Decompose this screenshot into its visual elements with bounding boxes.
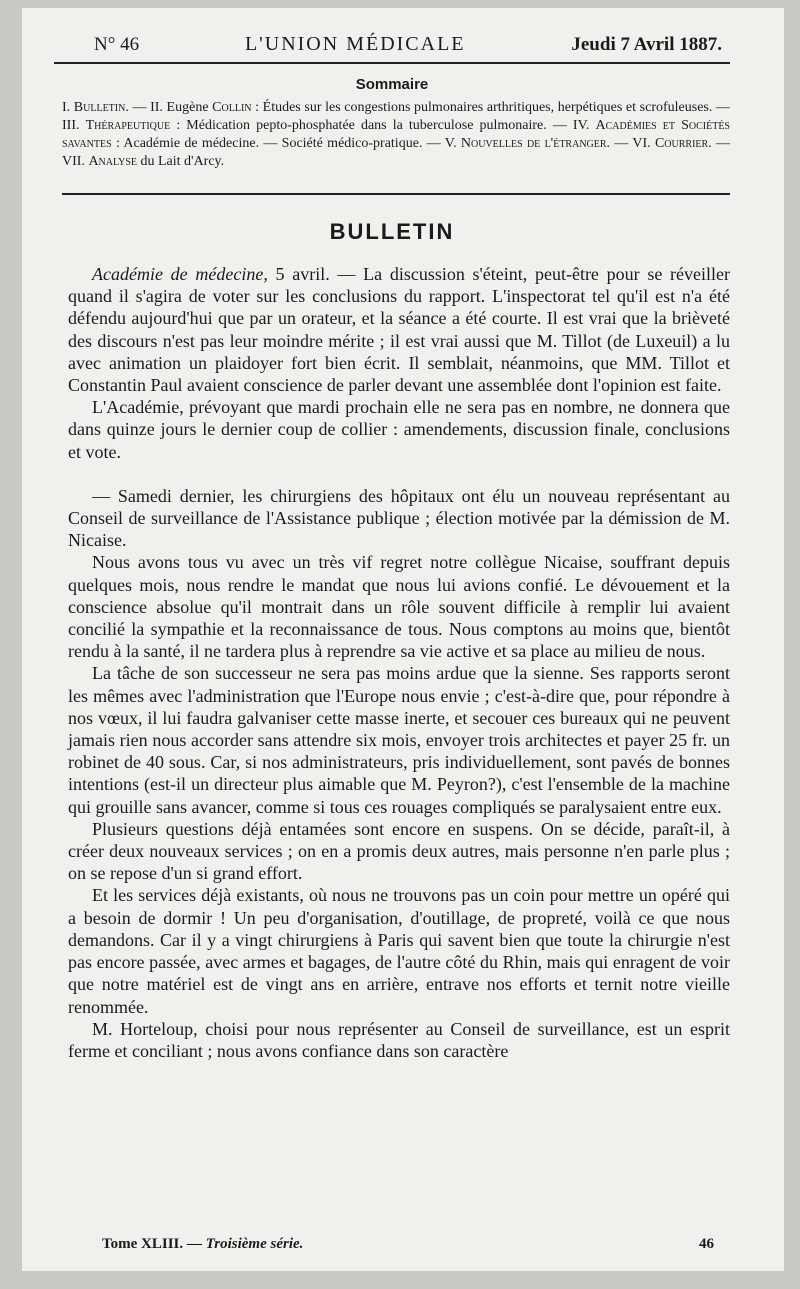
sommaire-rule	[62, 193, 730, 195]
bulletin-heading: BULLETIN	[329, 219, 455, 244]
paragraph: L'Académie, prévoyant que mardi prochain elle ne sera pas en nombre, ne donnera que dans quinze jours le dernier coup de collier : amendements, discussion finale, conclusions et vote.	[68, 397, 730, 462]
paragraph: M. Horteloup, choisi pour nous représenter au Conseil de surveillance, est un esprit ferme et conciliant ; nous avons confiance dans son caractère	[68, 1018, 730, 1061]
sommaire-contents: I. Bulletin. — II. Eugène Collin : Études sur les congestions pulmonaires arthritiques, herpétiques et scrofuleuses. — III. Thérapeutique : Médication pepto-phosphatée dans la tuberculose pulmonaire. — IV. Académies et Sociétés savantes : Académie de médecine. — Société médico-pratique. — V. Nouvelles de l'étranger. — VI. Courrier. — VII. Analyse du Lait d'Arcy.	[62, 100, 731, 169]
issue-date: Jeudi 7 Avril 1887.	[571, 34, 722, 55]
page-number: 46	[699, 1236, 714, 1252]
article-body	[68, 263, 730, 1062]
paragraph: Et les services déjà existants, où nous ne trouvons pas un coin pour mettre un opéré qui a besoin de dormir ! Un peu d'organisation, d'outillage, de propreté, voilà ce que nous demandons. Car il y a vingt chirurgiens à Paris qui savent bien que toute la chirurgie n'est pas encore passée, avec armes et bagages, de l'autre côté du Rhin, mais qui enragent de voir que notre matériel est de vingt ans en arrière, entrave nos efforts et ternit notre vieille renommée.	[68, 885, 730, 1017]
paragraph: Académie de médecine, 5 avril. — La discussion s'éteint, peut-être pour se réveiller quand il s'agira de voter sur les conclusions du rapport. L'inspectorat tel qu'il est n'a été défendu aujourd'hui que par un orateur, et la séance a été courte. Il est vrai que la brièveté des discours n'est pas leur moindre mérite ; il est vrai aussi que M. Tillot (de Luxeuil) a lu avec animation un plaidoyer fort bien écrit. Il semblait, néanmoins, que MM. Tillot et Constantin Paul avaient conscience de parler devant une assemblée dont l'opinion est faite.	[68, 264, 730, 396]
page-header	[54, 24, 730, 56]
sommaire-heading: Sommaire	[355, 76, 429, 93]
paragraph: Plusieurs questions déjà entamées sont encore en suspens. On se décide, paraît-il, à créer deux nouveaux services ; on en a promis deux autres, mais personne n'en parle plus ; on se repose d'un si grand effort.	[68, 818, 730, 884]
header-rule	[54, 62, 730, 64]
paragraph: Nous avons tous vu avec un très vif regret notre collègue Nicaise, souffrant depuis quelques mois, nous rendre le mandat que nous lui avions confié. Le dévouement et la conscience absolue qu'il montrait dans un rôle souvent difficile à remplir lui avaient concilié la sympathie et la reconnaissance de tous. Nous comptons au moins que, bientôt rendu à la santé, il ne tardera plus à reprendre sa vie active et sa place au milieu de nous.	[68, 552, 730, 662]
paragraph: — Samedi dernier, les chirurgiens des hôpitaux ont élu un nouveau représentant au Conseil de surveillance de l'Assistance publique ; élection motivée par la démission de M. Nicaise.	[68, 485, 730, 551]
journal-page	[22, 8, 784, 1271]
issue-number: N° 46	[94, 34, 140, 55]
journal-title: L'UNION MÉDICALE	[244, 33, 466, 55]
paragraph: La tâche de son successeur ne sera pas moins ardue que la sienne. Ses rapports seront les mêmes avec l'administration que l'Europe nous envie ; c'est-à-dire que, pour répondre à nos vœux, il lui faudra galvaniser cette masse inerte, et secouer ces bureaux qui ne peuvent jamais rien nous accorder sans attendre six mois, envoyer trois architectes et payer 25 fr. un robinet de 40 sous. Car, si nos administrateurs, pris individuellement, sont pavés de bonnes intentions (est-il un directeur plus aimable que M. Peyron?), c'est l'ensemble de la machine qui grouille sans avancer, comme si tous ces rouages compliqués se paralysaient entre eux.	[68, 663, 730, 817]
volume-label: Tome XLIII. — Troisième série.	[102, 1236, 304, 1252]
page-footer	[102, 1236, 714, 1253]
